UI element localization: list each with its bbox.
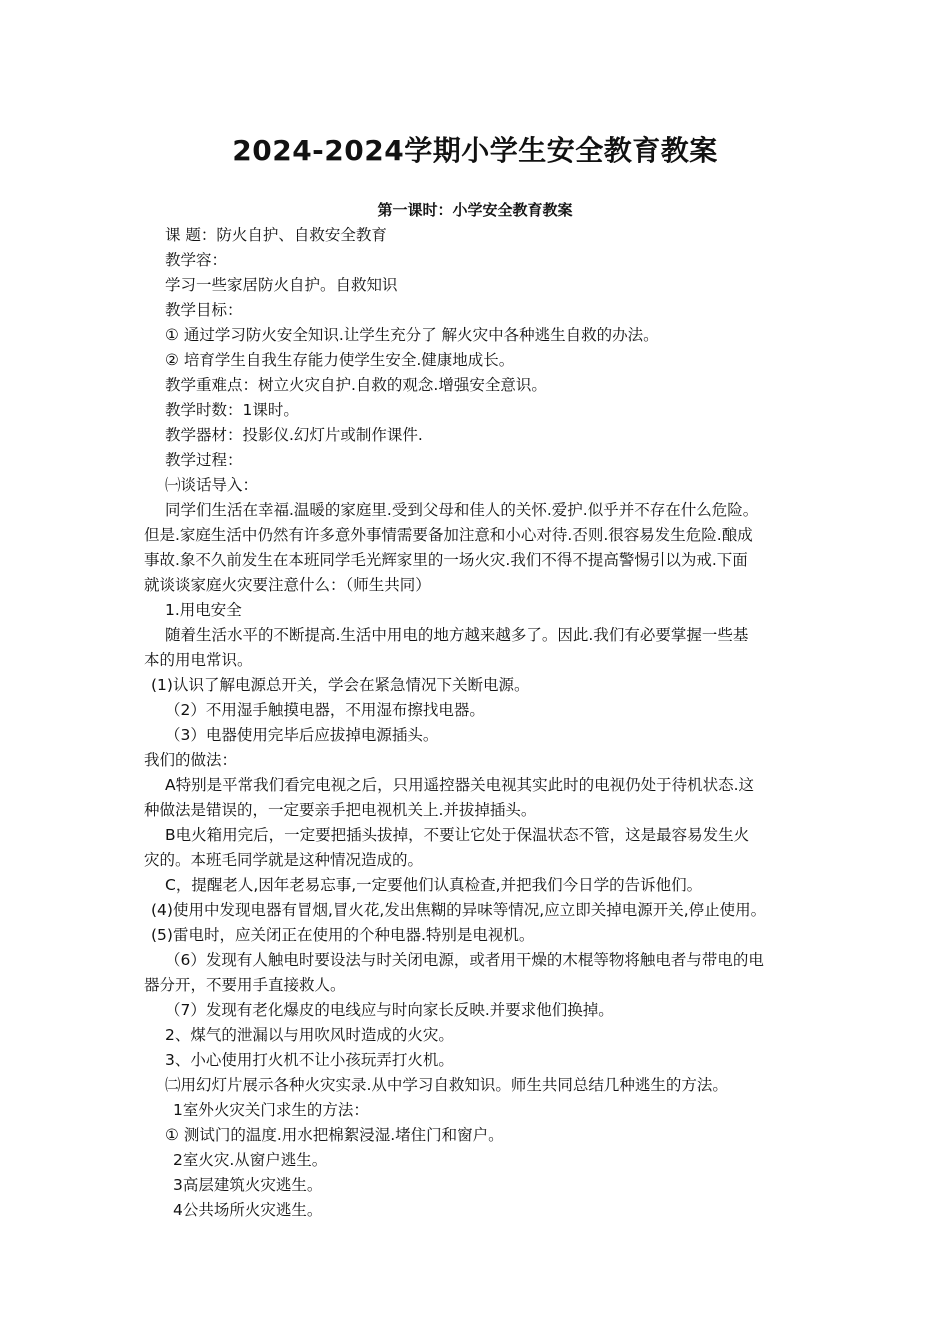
text-line: 器分开，不要用手直接救人。 <box>144 976 346 994</box>
text-line: 我们的做法： <box>144 751 238 769</box>
text-line: 灾的。本班毛同学就是这种情况造成的。 <box>144 851 424 869</box>
text-line: (5)雷电时，应关闭正在使用的个种电器.特别是电视机。 <box>151 926 535 944</box>
text-line: （6）发现有人触电时要设法与时关闭电源，或者用干燥的木棍等物将触电者与带电的电 <box>165 951 764 969</box>
text-line: 2、煤气的泄漏以与用吹风时造成的火灾。 <box>165 1026 454 1044</box>
text-line: 课 题：防火自护、自救安全教育 <box>165 226 387 244</box>
text-line: 同学们生活在幸福.温暖的家庭里.受到父母和佳人的关怀.爱护.似乎并不存在什么危险。 <box>165 501 759 519</box>
text-line: 事故.象不久前发生在本班同学毛光辉家里的一场火灾.我们不得不提高警惕引以为戒.下面 <box>144 551 748 569</box>
text-line: 4公共场所火灾逃生。 <box>173 1201 323 1219</box>
text-line: 2室火灾.从窗户逃生。 <box>173 1151 328 1169</box>
text-line: 但是.家庭生活中仍然有许多意外事情需要备加注意和小心对待.否则.很容易发生危险.酿成 <box>144 526 753 544</box>
text-line: （7）发现有老化爆皮的电线应与时向家长反映.并要求他们换掉。 <box>165 1001 614 1019</box>
text-line: 就谈谈家庭火灾要注意什么：（师生共同） <box>144 576 431 594</box>
text-line: 教学目标： <box>165 301 243 319</box>
text-line: ㈡用幻灯片展示各种火灾实录.从中学习自救知识。师生共同总结几种逃生的方法。 <box>165 1076 728 1094</box>
text-line: 教学器材：投影仪.幻灯片或制作课件. <box>165 426 423 444</box>
text-line: 随着生活水平的不断提高.生活中用电的地方越来越多了。因此.我们有必要掌握一些基 <box>165 626 749 644</box>
text-line: (4)使用中发现电器有冒烟,冒火花,发出焦糊的异味等情况,应立即关掉电源开关,停止使用。 <box>151 901 767 919</box>
text-line: ① 通过学习防火安全知识.让学生充分了 解火灾中各种逃生自救的办法。 <box>165 326 659 344</box>
text-line: 教学时数：1课时。 <box>165 401 299 419</box>
text-line: 学习一些家居防火自护。自救知识 <box>165 276 398 294</box>
text-line: 1室外火灾关门求生的方法： <box>173 1101 369 1119</box>
text-line: ① 测试门的温度.用水把棉絮浸湿.堵住门和窗户。 <box>165 1126 504 1144</box>
text-line: ② 培育学生自我生存能力使学生安全.健康地成长。 <box>165 351 515 369</box>
text-line: 教学过程： <box>165 451 243 469</box>
text-line: 本的用电常识。 <box>144 651 253 669</box>
text-line: 3高层建筑火灾逃生。 <box>173 1176 323 1194</box>
text-line: (1)认识了解电源总开关，学会在紧急情况下关断电源。 <box>151 676 530 694</box>
text-line: 种做法是错误的，一定要亲手把电视机关上.并拔掉插头。 <box>144 801 537 819</box>
text-line: （3）电器使用完毕后应拔掉电源插头。 <box>165 726 439 744</box>
document-title: 2024-2024学期小学生安全教育教案 <box>232 134 718 167</box>
text-line: （2）不用湿手触摸电器，不用湿布擦找电器。 <box>165 701 485 719</box>
text-line: 1.用电安全 <box>165 601 242 619</box>
text-line: ㈠谈话导入： <box>165 476 259 494</box>
text-line: 3、小心使用打火机不让小孩玩弄打火机。 <box>165 1051 454 1069</box>
text-line: 教学容： <box>165 251 228 269</box>
text-line: C，提醒老人,因年老易忘事,一定要他们认真检查,并把我们今日学的告诉他们。 <box>165 876 703 894</box>
text-line: B电火箱用完后，一定要把插头拔掉，不要让它处于保温状态不管，这是最容易发生火 <box>165 826 750 844</box>
text-line: A特别是平常我们看完电视之后，只用遥控器关电视其实此时的电视仍处于待机状态.这 <box>165 776 755 794</box>
lesson-subtitle: 第一课时：小学安全教育教案 <box>377 201 573 219</box>
text-line: 教学重难点：树立火灾自护.自救的观念.增强安全意识。 <box>165 376 547 394</box>
